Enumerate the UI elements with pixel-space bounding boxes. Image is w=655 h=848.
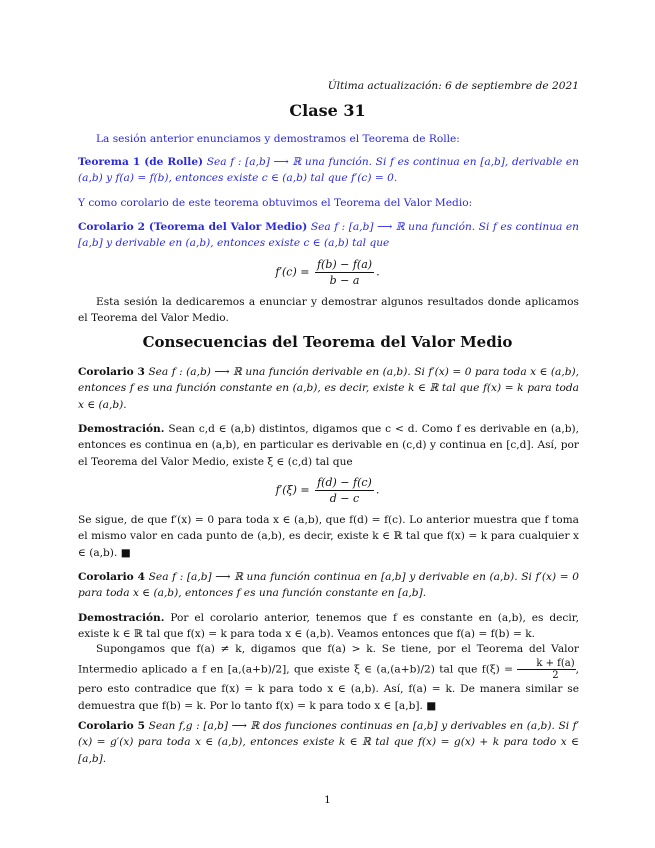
corollary-5-heading: Corolario 5 xyxy=(78,720,145,732)
corollary-3-statement: Sea f : (a,b) ⟶ ℝ una función derivable en (a,b). Si f′(x) = 0 para toda x ∈ (a,b), entonces f es una función constante en (a,b), es decir, existe k ∈ ℝ tal que f(x) = k para toda x ∈ (a,b). xyxy=(78,366,579,411)
proof-2-paragraph-2-end: , pero esto contradice que f(x) = k para todo x ∈ (a,b). Así, f(a) = k. De manera similar se demuestra que f(b) = k. Por lo tanto f(x) = k para todo x ∈ [a,b]. xyxy=(78,663,579,712)
corollary-2 xyxy=(78,219,579,252)
corollary-2-heading: Corolario 2 (Teorema del Valor Medio) xyxy=(78,221,308,233)
theorem-1-heading: Teorema 1 (de Rolle) xyxy=(78,156,204,168)
corollary-5-statement: Sean f,g : [a,b] ⟶ ℝ dos funciones continuas en [a,b] y derivables en (a,b). Si f′(x) = g′(x) para toda x ∈ (a,b), entonces existe k ∈ ℝ tal que f(x) = g(x) + k para todo x ∈ [a,b]. xyxy=(78,720,580,765)
proof-2-paragraph-2-start: Supongamos que f(a) ≠ k, digamos que f(a) > k. Se tiene, por el Teorema del Valor Intermedio aplicado a f en [a,(a+b)/2], que existe ξ ∈ (a,(a+b)/2) tal que f(ξ) = xyxy=(78,643,579,676)
proof-1-heading: Demostración. xyxy=(78,423,165,435)
corollary-4 xyxy=(78,569,579,602)
proof-equation-denominator: d − c xyxy=(329,492,360,505)
equation-denominator: b − a xyxy=(329,274,360,287)
proof-1 xyxy=(78,421,579,470)
proof-2-body: Por el corolario anterior, tenemos que f es constante en (a,b), es decir, existe k ∈ ℝ tal que f(x) = k para toda x ∈ (a,b). Veamos entonces que f(a) = f(b) = k. xyxy=(78,612,579,641)
qed-symbol: ■ xyxy=(120,546,131,559)
equation-period: . xyxy=(376,265,380,279)
proof-1-conclusion xyxy=(78,512,579,561)
corollary-5 xyxy=(78,718,579,767)
corollary-3-heading: Corolario 3 xyxy=(78,366,145,378)
equation-fraction xyxy=(315,258,374,287)
corollary-2-statement: Sea f : [a,b] ⟶ ℝ una función. Si f es continua en [a,b] y derivable en (a,b), entonces existe c ∈ (a,b) tal que xyxy=(78,221,579,250)
corollary-4-heading: Corolario 4 xyxy=(78,571,146,583)
proof-equation-fraction xyxy=(315,476,374,505)
proof-2-heading: Demostración. xyxy=(78,612,165,624)
page-title: Clase 31 xyxy=(289,101,366,120)
mean-value-equation xyxy=(0,258,655,287)
corollary-3 xyxy=(78,364,579,413)
proof-equation-numerator: f(d) − f(c) xyxy=(317,476,372,489)
proof-2 xyxy=(78,610,579,643)
corollary-4-statement: Sea f : [a,b] ⟶ ℝ una función continua en [a,b] y derivable en (a,b). Si f′(x) = 0 para toda x ∈ (a,b), entonces f es una función constante en [a,b]. xyxy=(78,571,579,600)
fraction-denominator: 2 xyxy=(552,670,559,681)
equation-lhs: f′(c) = xyxy=(275,265,310,279)
equation-numerator: f(b) − f(a) xyxy=(316,258,373,271)
theorem-1-statement: Sea f : [a,b] ⟶ ℝ una función. Si f es continua en [a,b], derivable en (a,b) y f(a) = f(b), entonces existe c ∈ (a,b) tal que f′(c) = 0. xyxy=(78,156,579,185)
page-number: 1 xyxy=(324,794,331,806)
proof-1-conclusion-text: Se sigue, de que f′(x) = 0 para toda x ∈ (a,b), que f(d) = f(c). Lo anterior muestra que f toma el mismo valor en cada punto de (a,b), es decir, existe k ∈ ℝ tal que f(x) = k para cualquier x ∈ (a,b). xyxy=(78,514,579,559)
fraction-numerator: k + f(a) xyxy=(517,658,575,670)
proof-equation-lhs: f′(ξ) = xyxy=(275,483,310,497)
intro-paragraph-3: Esta sesión la dedicaremos a enunciar y demostrar algunos resultados donde aplicamos el Teorema del Valor Medio. xyxy=(78,296,579,325)
proof-1-equation xyxy=(0,476,655,505)
section-title: Consecuencias del Teorema del Valor Medio xyxy=(142,333,513,351)
proof-equation-period: . xyxy=(375,483,380,497)
qed-symbol: ■ xyxy=(426,700,437,712)
intermediate-value-fraction xyxy=(517,658,575,681)
last-updated-date: Última actualización: 6 de septiembre de 2021 xyxy=(327,80,579,92)
proof-1-body: Sean c,d ∈ (a,b) distintos, digamos que c < d. Como f es derivable en (a,b), entonces es continua en (a,b), en particular es derivable en (c,d) y continua en [c,d]. Así, por el Teorema del Valor Medio, existe ξ ∈ (c,d) tal que xyxy=(78,423,579,468)
intro-paragraph-1: La sesión anterior enunciamos y demostramos el Teorema de Rolle: xyxy=(96,133,460,145)
intro-paragraph-2: Y como corolario de este teorema obtuvimos el Teorema del Valor Medio: xyxy=(78,197,473,209)
theorem-1 xyxy=(78,154,579,187)
proof-2-paragraph-2 xyxy=(78,641,579,715)
